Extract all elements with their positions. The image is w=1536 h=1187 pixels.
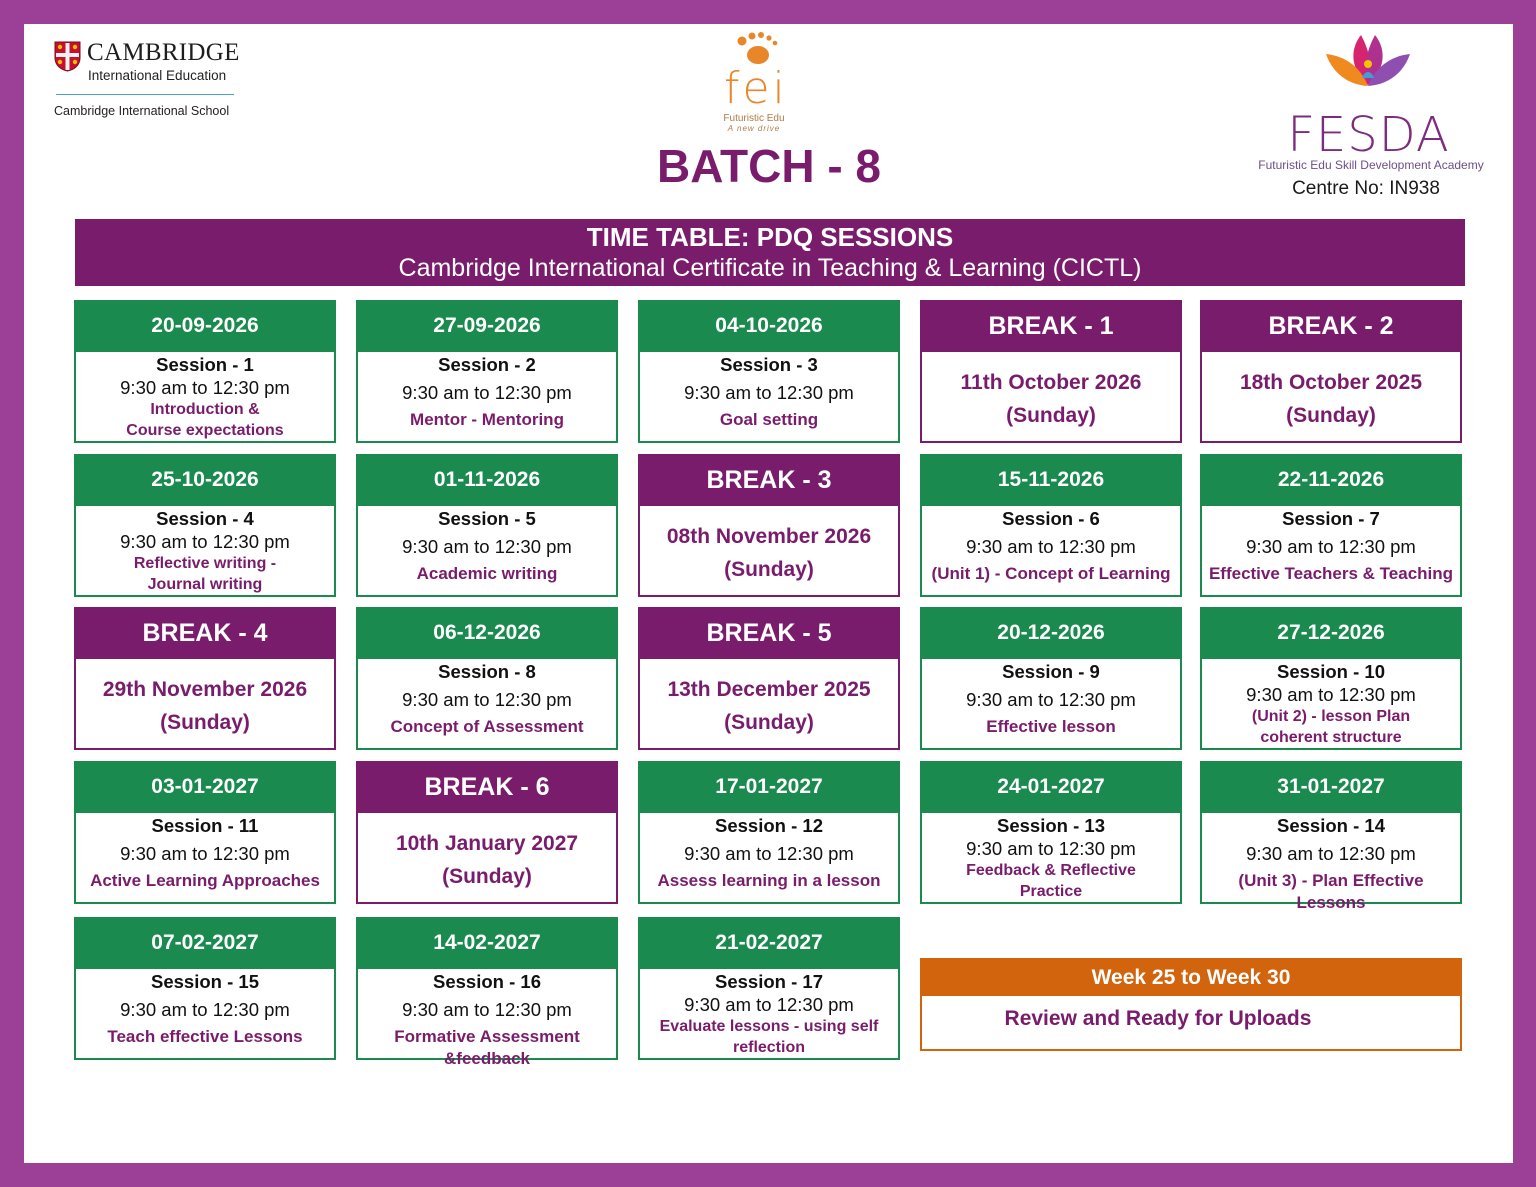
fesda-logo (1246, 30, 1496, 210)
session-number: Session - 12 (715, 815, 823, 836)
session-time: 9:30 am to 12:30 pm (1246, 684, 1416, 705)
session-topic: Academic writing (416, 564, 558, 583)
session-card (356, 300, 618, 443)
session-time: 9:30 am to 12:30 pm (1246, 843, 1416, 864)
break-day: (Sunday) (724, 558, 814, 581)
fei-tagline: Futuristic Edu (723, 113, 785, 124)
timetable-page (24, 24, 1513, 1163)
fesda-wordmark: FESDA (1287, 107, 1450, 163)
session-topic: (Unit 3) - Plan Effective Lessons (1238, 871, 1424, 912)
session-body (922, 659, 1180, 748)
session-card (74, 300, 336, 443)
session-number: Session - 6 (1002, 508, 1100, 529)
session-card (1200, 761, 1462, 912)
fei-wordmark: fei (724, 63, 788, 114)
session-card (1200, 607, 1462, 750)
break-card (638, 454, 900, 597)
session-topic: Concept of Assessment (390, 717, 584, 736)
session-topic-line2: Practice (1019, 883, 1083, 900)
session-body (358, 969, 616, 1068)
divider (56, 94, 234, 95)
session-card (74, 761, 336, 904)
centre-number: Centre No: IN938 (1292, 178, 1440, 199)
session-card (920, 454, 1182, 597)
break-title: BREAK - 3 (640, 456, 898, 506)
break-body (640, 506, 898, 595)
session-date: 31-01-2027 (1202, 763, 1460, 813)
fei-tagline-2: A new drive (727, 124, 781, 133)
session-card (638, 761, 900, 904)
session-card (356, 917, 618, 1068)
session-body (76, 506, 334, 595)
session-number: Session - 16 (433, 971, 541, 992)
break-date: 11th October 2026 (960, 371, 1142, 394)
break-date: 18th October 2025 (1239, 371, 1423, 394)
break-card (1200, 300, 1462, 443)
session-date: 25-10-2026 (76, 456, 334, 506)
break-title: BREAK - 4 (76, 609, 334, 659)
banner-subtitle: Cambridge International Certificate in Teaching & Learning (CICTL) (398, 254, 1142, 282)
session-topic-line2: reflection (732, 1039, 805, 1056)
session-time: 9:30 am to 12:30 pm (684, 382, 854, 403)
session-time: 9:30 am to 12:30 pm (402, 536, 572, 557)
session-date: 15-11-2026 (922, 456, 1180, 506)
session-time: 9:30 am to 12:30 pm (120, 999, 290, 1020)
timetable-banner (75, 219, 1465, 286)
session-topic: Feedback & Reflective (966, 862, 1136, 879)
break-day: (Sunday) (160, 711, 250, 734)
session-body (922, 506, 1180, 595)
session-topic: Active Learning Approaches (90, 871, 320, 890)
session-topic-line2: Course expectations (126, 422, 284, 439)
session-time: 9:30 am to 12:30 pm (120, 531, 290, 552)
break-card (356, 761, 618, 904)
cambridge-crest-icon (54, 41, 81, 72)
session-topic: Formative Assessment &feedback (394, 1027, 580, 1068)
batch-title: BATCH - 8 (656, 140, 882, 192)
session-body (1202, 813, 1460, 912)
session-time: 9:30 am to 12:30 pm (402, 382, 572, 403)
break-card (920, 300, 1182, 443)
session-number: Session - 5 (438, 508, 536, 529)
break-card (638, 607, 900, 750)
session-time: 9:30 am to 12:30 pm (966, 689, 1136, 710)
break-title: BREAK - 6 (358, 763, 616, 813)
break-body (922, 352, 1180, 441)
review-title: Week 25 to Week 30 (922, 960, 1460, 996)
session-body (76, 969, 334, 1058)
break-day: (Sunday) (724, 711, 814, 734)
session-card (1200, 454, 1462, 597)
session-date: 22-11-2026 (1202, 456, 1460, 506)
session-body (358, 352, 616, 441)
banner-title: TIME TABLE: PDQ SESSIONS (586, 222, 954, 252)
session-date: 21-02-2027 (640, 919, 898, 969)
session-card (638, 300, 900, 443)
session-topic: Evaluate lessons - using self (659, 1018, 879, 1035)
session-topic: Mentor - Mentoring (410, 410, 564, 429)
session-number: Session - 3 (720, 354, 818, 375)
break-date: 29th November 2026 (102, 678, 308, 701)
break-card (74, 607, 336, 750)
session-number: Session - 17 (715, 971, 823, 992)
session-topic-line2: Journal writing (147, 576, 263, 593)
session-card (920, 761, 1182, 904)
session-number: Session - 1 (156, 354, 254, 375)
review-card (920, 958, 1462, 1051)
session-number: Session - 7 (1282, 508, 1380, 529)
session-card (356, 454, 618, 597)
session-card (356, 607, 618, 750)
session-body (76, 813, 334, 902)
cambridge-sub: International Education (88, 68, 227, 83)
session-body (1202, 506, 1460, 595)
session-time: 9:30 am to 12:30 pm (966, 838, 1136, 859)
session-number: Session - 9 (1002, 661, 1100, 682)
session-body (1202, 659, 1460, 748)
session-date: 24-01-2027 (922, 763, 1180, 813)
session-date: 06-12-2026 (358, 609, 616, 659)
session-number: Session - 2 (438, 354, 536, 375)
session-body (640, 813, 898, 902)
session-topic: (Unit 2) - lesson Plan (1251, 708, 1411, 725)
session-topic: Introduction & (150, 401, 260, 418)
break-day: (Sunday) (1006, 404, 1096, 427)
session-number: Session - 14 (1277, 815, 1385, 836)
session-date: 27-09-2026 (358, 302, 616, 352)
session-body (640, 352, 898, 441)
session-topic-line2: coherent structure (1260, 729, 1402, 746)
session-date: 07-02-2027 (76, 919, 334, 969)
session-time: 9:30 am to 12:30 pm (120, 377, 290, 398)
session-date: 04-10-2026 (640, 302, 898, 352)
review-body: Review and Ready for Uploads (1004, 1007, 1312, 1030)
fesda-sub: Futuristic Edu Skill Development Academy (1258, 158, 1484, 172)
session-number: Session - 15 (151, 971, 259, 992)
session-topic: Teach effective Lessons (107, 1027, 303, 1046)
session-card (920, 607, 1182, 750)
break-body (640, 659, 898, 748)
session-time: 9:30 am to 12:30 pm (402, 999, 572, 1020)
session-topic: Effective Teachers & Teaching (1208, 564, 1454, 583)
session-body (922, 813, 1180, 902)
break-date: 08th November 2026 (666, 525, 872, 548)
session-topic: Effective lesson (986, 717, 1116, 736)
session-number: Session - 11 (151, 815, 259, 836)
session-card (74, 454, 336, 597)
break-body (76, 659, 334, 748)
session-time: 9:30 am to 12:30 pm (1246, 536, 1416, 557)
break-date: 13th December 2025 (667, 678, 871, 701)
session-body (358, 506, 616, 595)
session-date: 14-02-2027 (358, 919, 616, 969)
break-title: BREAK - 2 (1202, 302, 1460, 352)
break-day: (Sunday) (442, 865, 532, 888)
session-body (76, 352, 334, 441)
session-number: Session - 10 (1277, 661, 1385, 682)
lotus-icon (1321, 30, 1416, 95)
break-body (1202, 352, 1460, 441)
session-time: 9:30 am to 12:30 pm (966, 536, 1136, 557)
session-number: Session - 13 (997, 815, 1105, 836)
session-card (74, 917, 336, 1060)
session-topic: Assess learning in a lesson (657, 871, 881, 890)
session-topic: (Unit 1) - Concept of Learning (931, 564, 1171, 583)
session-time: 9:30 am to 12:30 pm (402, 689, 572, 710)
session-body (358, 659, 616, 748)
break-title: BREAK - 5 (640, 609, 898, 659)
session-date: 20-09-2026 (76, 302, 334, 352)
session-date: 27-12-2026 (1202, 609, 1460, 659)
session-time: 9:30 am to 12:30 pm (684, 994, 854, 1015)
break-title: BREAK - 1 (922, 302, 1180, 352)
session-number: Session - 8 (438, 661, 536, 682)
break-date: 10th January 2027 (395, 832, 579, 855)
session-date: 20-12-2026 (922, 609, 1180, 659)
session-date: 17-01-2027 (640, 763, 898, 813)
session-topic: Goal setting (719, 410, 819, 429)
break-body (358, 813, 616, 902)
session-time: 9:30 am to 12:30 pm (684, 843, 854, 864)
fei-logo (704, 29, 804, 139)
session-date: 01-11-2026 (358, 456, 616, 506)
cambridge-school: Cambridge International School (54, 104, 230, 118)
session-time: 9:30 am to 12:30 pm (120, 843, 290, 864)
break-day: (Sunday) (1286, 404, 1376, 427)
session-number: Session - 4 (156, 508, 254, 529)
session-date: 03-01-2027 (76, 763, 334, 813)
cambridge-name: CAMBRIDGE (87, 39, 240, 66)
session-topic: Reflective writing - (133, 555, 277, 572)
